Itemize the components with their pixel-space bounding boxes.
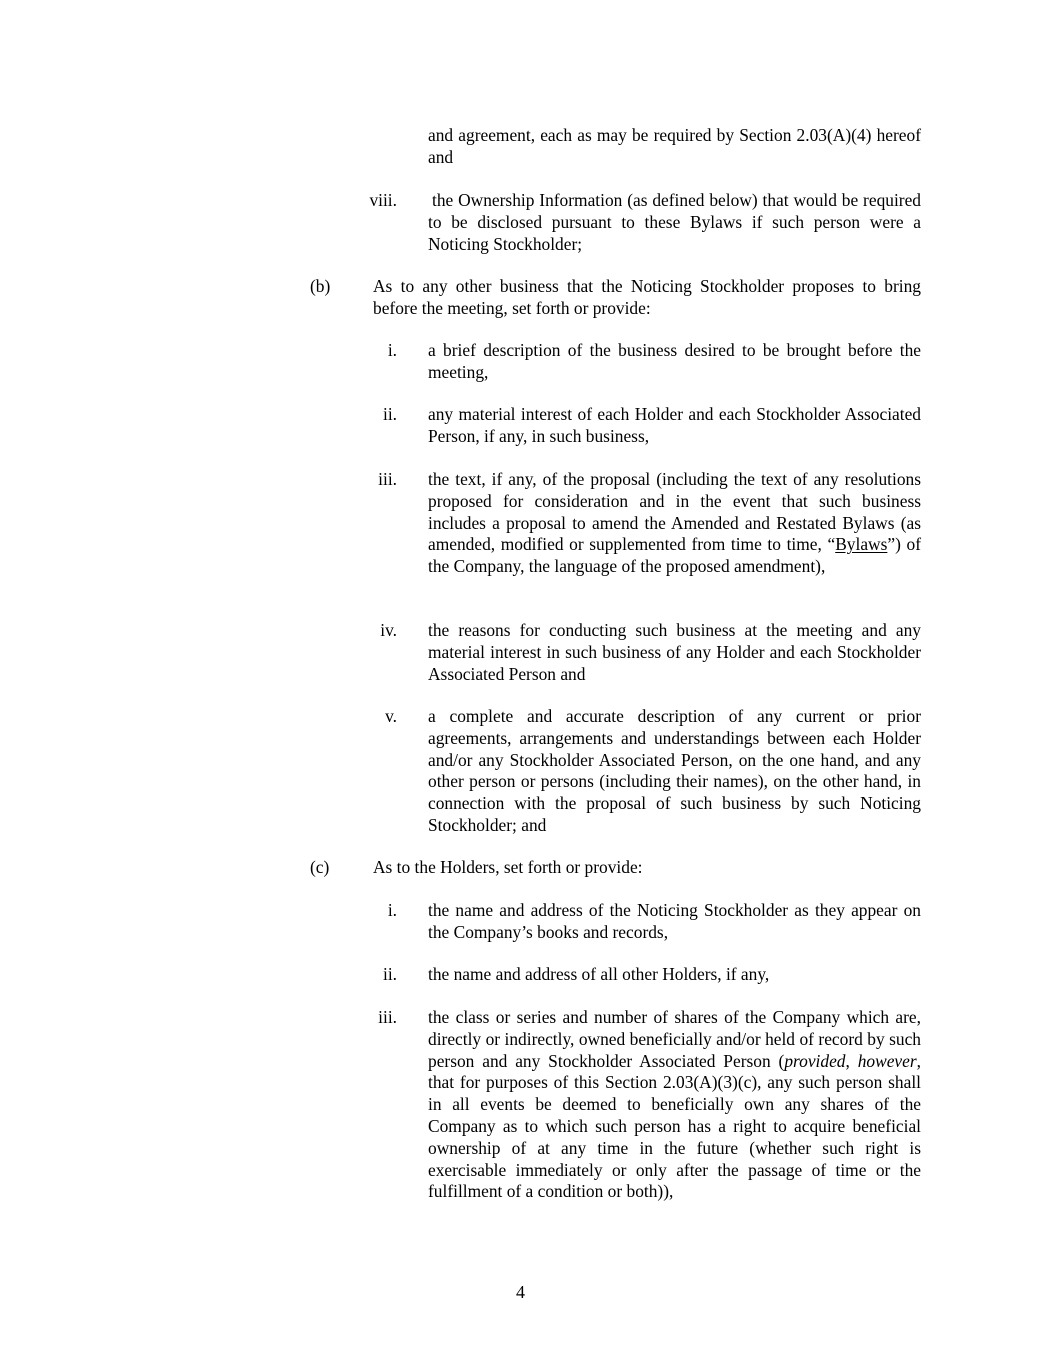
- section-b-item-ii-text: any material interest of each Holder and each Stockholder Associated Person, if any, in such business,: [428, 404, 921, 446]
- section-b-item-v-text: a complete and accurate description of any current or prior agreements, arrangements and understandings between each Holder and/or any Stockholder Associated Person, on the one hand, and any other person or persons (including their names), on the other hand, in connection with the proposal of such business by such Noticing Stockholder; and: [428, 706, 921, 835]
- section-c-item-i-text: the name and address of the Noticing Stockholder as they appear on the Company’s books and records,: [428, 900, 921, 942]
- section-b-item-i-label: i.: [387, 340, 397, 360]
- section-b-item-iv-text: the reasons for conducting such business at the meeting and any material interest in such business of any Holder and each Stockholder Associated Person and: [428, 620, 921, 684]
- section-b-text: As to any other business that the Noticing Stockholder proposes to bring before the meeting, set forth or provide:: [373, 276, 921, 318]
- section-b-item-ii-label: ii.: [382, 404, 397, 424]
- item-iii-text-part: ,: [845, 1050, 858, 1071]
- section-c-label: (c): [310, 857, 330, 877]
- section-b-item-iii-label: iii.: [378, 469, 397, 489]
- section-b-item-v-label: v.: [385, 706, 397, 726]
- page-number-text: 4: [516, 1282, 525, 1302]
- item-iii-text-part: ”) of the Company, the language of the proposed amendment),: [428, 534, 921, 577]
- section-c-item-ii-text: the name and address of all other Holders, if any,: [428, 964, 770, 984]
- section-b-label: (b): [310, 276, 331, 296]
- defined-term-bylaws: Bylaws: [835, 534, 888, 555]
- section-b-item-iv-label: iv.: [380, 620, 397, 640]
- section-c-item-iii-label: iii.: [378, 1007, 397, 1027]
- italic-provided: provided: [784, 1050, 846, 1071]
- section-c-text: As to the Holders, set forth or provide:: [373, 857, 643, 877]
- item-iii-text-part: the class or series and number of shares of the Company which are, directly or indirectly, owned beneficially and/or held of record by such person and any Stockholder Associated Person (: [428, 1007, 921, 1071]
- continuation-paragraph: and agreement, each as may be required by Section 2.03(A)(4) hereof and: [428, 125, 921, 167]
- item-viii-text: the Ownership Information (as defined below) that would be required to be disclosed pursuant to these Bylaws if such person were a Noticing Stockholder;: [428, 190, 921, 254]
- section-b-item-iii-text: [428, 469, 921, 578]
- item-iii-text-part: the text, if any, of the proposal (including the text of any resolutions proposed for consideration and in the event that such business includes a proposal to amend the Amended and Restated Bylaws (as amended, modified or supplemented from time to time, “: [428, 469, 921, 555]
- section-c-item-ii-label: ii.: [382, 964, 397, 984]
- italic-however: however: [857, 1050, 917, 1071]
- item-viii-label: viii.: [369, 190, 397, 210]
- section-c-item-i-label: i.: [387, 900, 397, 920]
- section-c-item-iii-text: [428, 1007, 921, 1203]
- section-b-item-i-text: a brief description of the business desired to be brought before the meeting,: [428, 340, 921, 382]
- item-iii-text-part: , that for purposes of this Section 2.03(A)(3)(c), any such person shall in all events be deemed to beneficially own any shares of the Company as to which such person has a right to acquire beneficial ownership of at any time in the future (whether such right is exercisable immediately or only after the passage of time or the fulfillment of a condition or both)),: [428, 1050, 921, 1202]
